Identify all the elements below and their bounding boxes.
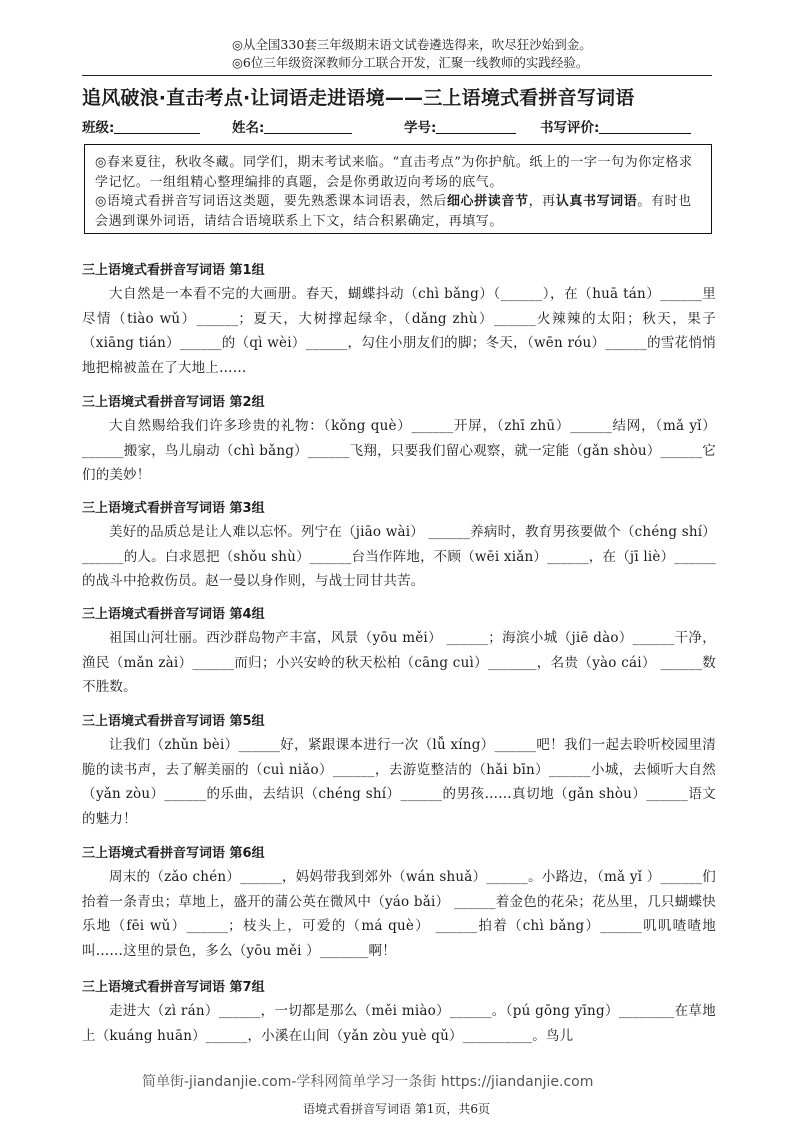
page-title: 追风破浪·直击考点·让词语走进语境——三上语境式看拼音写词语 [82,87,635,109]
header-divider [82,75,712,76]
intro-text: 。有时也会遇到课外词语，请结合语境联系上下文，结合积累确定，再填写。 [95,194,692,229]
number-label: 学号: [404,120,437,136]
group-text[interactable]: 祖国山河壮丽。西沙群岛物产丰富，风景（yōu měi） ______；海滨小城（jiē dào）______干净，渔民（mǎn zài）______而归；小兴安岭的秋天松柏（cāng cuì）_______，名贵（yào cái） ______数不胜数。 [82,630,717,696]
exercise-group-1 [82,260,716,380]
intro-paragraph-1: ◎春来夏往，秋收冬藏。同学们，期末考试来临。“直击考点”为你护航。纸上的一字一句为你定格求学记忆。一组组精心整理编排的真题，会是你勇敢迈向考场的底气。 [95,155,693,190]
class-field[interactable] [82,116,200,136]
watermark-text: 简单街-jiandanjie.com-学科网简单学习一条街 https://jiandanjie.com [142,1074,594,1090]
evaluation-field[interactable] [540,116,691,136]
group-text[interactable]: 周末的（zǎo chén）______，妈妈带我到郊外（wán shuǎ）______。小路边，（mǎ yǐ ）______们抬着一条青虫；草地上，盛开的蒲公英在微风中（yáo bǎi） ______着金色的花朵；花丛里，几只蝴蝶快乐地（fēi wǔ）______；枝头上，可爱的（má què） ______拍着（chì bǎng）______叽叽喳喳地叫……这里的景色，多么（yōu měi ）_______啊！ [82,869,716,959]
group-title: 三上语境式看拼音写词语 第4组 [82,607,265,622]
name-label: 姓名: [232,120,265,136]
exercise-group-3 [82,498,716,594]
group-title: 三上语境式看拼音写词语 第7组 [82,980,265,995]
intro-paragraph-2 [95,192,701,231]
evaluation-blank[interactable] [599,119,691,134]
intro-text: ◎语境式看拼音写词语这类题，要先熟悉课本词语表，然后 [95,194,447,209]
class-label: 班级: [82,120,115,136]
header-notes [232,36,752,72]
number-blank[interactable] [436,119,516,134]
group-title: 三上语境式看拼音写词语 第6组 [82,846,265,861]
class-blank[interactable] [114,119,200,134]
intro-box [84,144,712,234]
group-text[interactable]: 大自然是一本看不完的大画册。春天，蝴蝶抖动（chì bǎng）（______），在（huā tán）______里尽情（tiào wǔ）______；夏天，大树撑起绿伞，（dǎng zhù）______火辣辣的太阳；秋天，果子（xiāng tián）______的（qì wèi）______，勾住小朋友们的脚；冬天，（wēn róu）______的雪花悄悄地把棉被盖在了大地上…… [82,286,716,376]
name-field[interactable] [232,116,352,136]
group-text[interactable]: 让我们（zhǔn bèi）______好，紧跟课本进行一次（lǚ xíng）______吧！我们一起去聆听校园里清脆的读书声，去了解美丽的（cuì niǎo）______，去游览整洁的（hǎi bīn）______小城，去倾听大自然（yǎn zòu）______的乐曲，去结识（chéng shí）______的男孩……真切地（gǎn shòu）______语文的魅力！ [82,737,716,827]
number-field[interactable] [404,116,516,136]
student-info-row [82,116,722,138]
group-title: 三上语境式看拼音写词语 第2组 [82,395,265,410]
group-title: 三上语境式看拼音写词语 第1组 [82,263,265,278]
name-blank[interactable] [264,119,352,134]
exercise-group-6 [82,843,716,963]
group-text[interactable]: 走进大（zì rán）______，一切都是那么（měi miào）______。（pú gōng yīng）________在草地上（kuáng huān）______，小溪在山间（yǎn zòu yuè qǔ）__________。鸟儿 [82,1003,716,1044]
exercise-group-2 [82,392,716,488]
header-note-2: ◎6位三年级资深教师分工联合开发，汇聚一线教师的实践经验。 [232,55,589,70]
exercise-group-4 [82,604,716,700]
group-text[interactable]: 美好的品质总是让人难以忘怀。列宁在（jiāo wài） ______养病时，教育男孩要做个（chéng shí）______的人。白求恩把（shǒu shù）______台当作阵地，不顾（wēi xiǎn）______，在（jī liè）______的战斗中抢救伤员。赵一曼以身作则，与战士同甘共苦。 [82,524,716,590]
group-text[interactable]: 大自然赐给我们许多珍贵的礼物：（kǒng què）______开屏，（zhī zhū）______结网，（mǎ yǐ）______搬家，鸟儿扇动（chì bǎng）______飞翔，只要我们留心观察，就一定能（gǎn shòu）______它们的美妙！ [82,418,716,484]
group-title: 三上语境式看拼音写词语 第3组 [82,501,265,516]
page-footer: 语境式看拼音写词语 第1页，共6页 [302,1102,491,1116]
intro-emphasis-2: 认真书写词语 [555,194,638,209]
intro-text: ，再 [528,194,556,209]
header-note-1: ◎从全国330套三年级期末语文试卷遴选得来，吹尽狂沙始到金。 [232,37,592,52]
evaluation-label: 书写评价: [540,120,600,136]
exercise-group-5 [82,711,716,831]
group-title: 三上语境式看拼音写词语 第5组 [82,714,265,729]
exercise-group-7 [82,977,716,1048]
intro-emphasis-1: 细心拼读音节 [446,194,529,209]
